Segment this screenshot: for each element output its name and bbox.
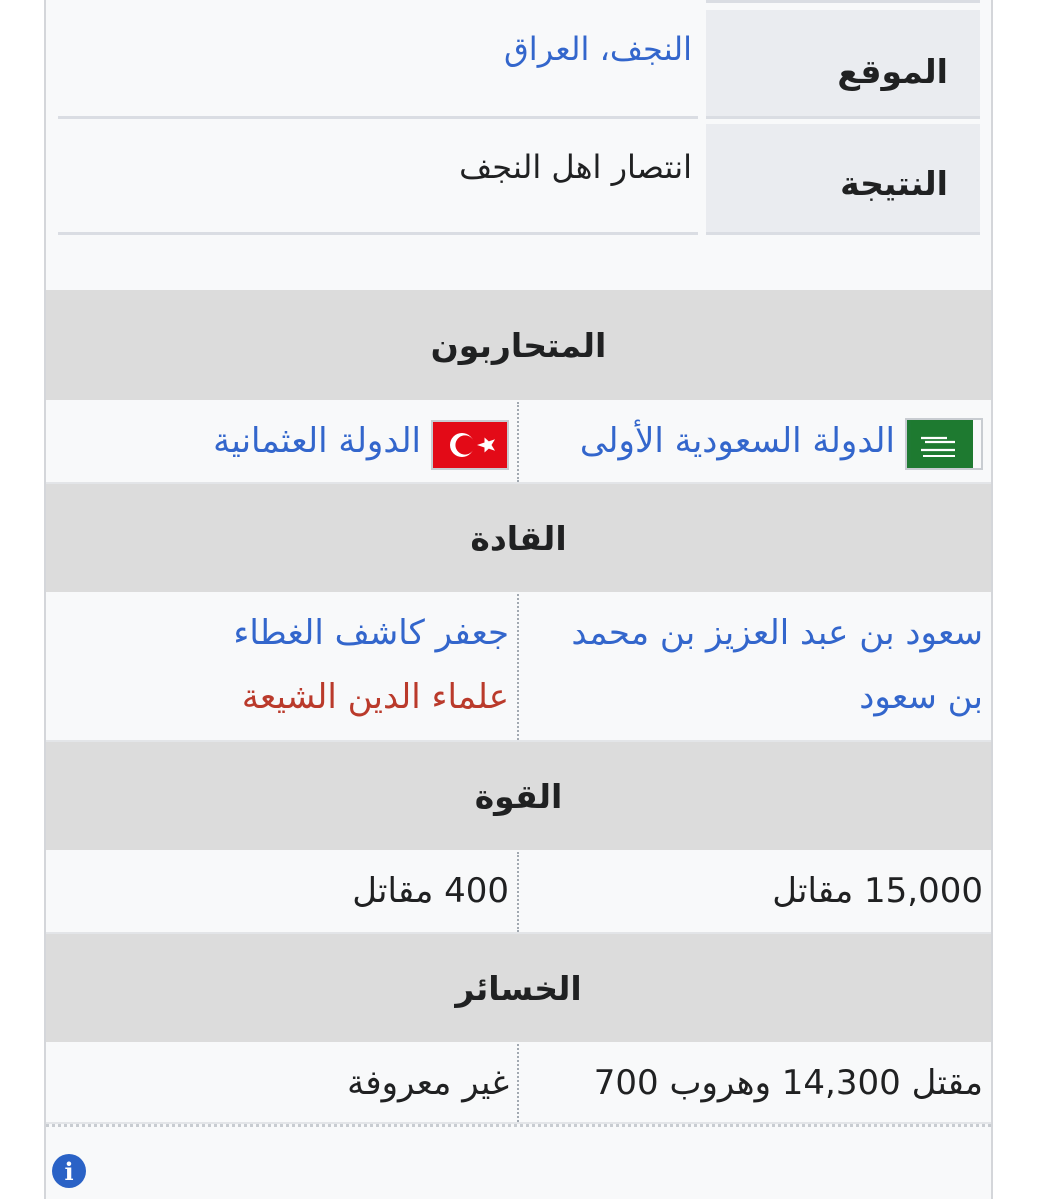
commander-side1-line1[interactable]: سعود بن عبد العزيز بن محمد — [571, 613, 983, 653]
info-icon[interactable]: i — [52, 1154, 86, 1188]
belligerent-side2-link[interactable]: الدولة العثمانية — [213, 421, 421, 461]
divider — [706, 0, 980, 3]
casualties-side2-value: غير معروفة — [347, 1063, 509, 1103]
divider — [58, 232, 698, 235]
divider — [706, 116, 980, 119]
casualties-side1-value: مقتل 14,300 وهروب 700 — [593, 1063, 983, 1103]
commander-side2-link[interactable]: جعفر كاشف الغطاء — [233, 613, 509, 653]
belligerent-side1-link[interactable]: الدولة السعودية الأولى — [579, 421, 895, 461]
belligerents-title: المتحاربون — [430, 325, 607, 365]
casualties-side1 — [519, 1044, 991, 1122]
casualties-header — [46, 934, 991, 1042]
commander-side2-redlink[interactable]: علماء الدين الشيعة — [241, 677, 509, 717]
belligerents-row — [46, 402, 991, 484]
strength-title: القوة — [474, 776, 563, 816]
strength-row — [46, 852, 991, 934]
strength-side2 — [46, 852, 519, 932]
strength-side1-value: 15,000 مقاتل — [772, 871, 983, 911]
footer-divider — [46, 1124, 991, 1127]
result-value: انتصار اهل النجف — [459, 148, 692, 186]
casualties-title: الخسائر — [455, 968, 582, 1008]
casualties-row — [46, 1044, 991, 1124]
turkey-flag-icon[interactable] — [431, 420, 509, 470]
strength-side2-value: 400 مقاتل — [352, 871, 509, 911]
commanders-row — [46, 594, 991, 742]
location-link[interactable]: النجف، العراق — [503, 30, 692, 68]
location-label: الموقع — [837, 52, 948, 91]
strength-header — [46, 742, 991, 850]
result-label-cell — [706, 124, 980, 232]
saudi-flag-icon[interactable] — [905, 418, 983, 470]
belligerent-side2 — [46, 402, 519, 482]
location-value-cell — [58, 0, 698, 116]
commander-side1-line2[interactable]: بن سعود — [859, 677, 983, 717]
strength-side1 — [519, 852, 991, 932]
commanders-title: القادة — [470, 518, 567, 558]
result-label: النتيجة — [840, 164, 948, 203]
commanders-side2 — [46, 594, 519, 740]
result-value-cell — [58, 120, 698, 232]
divider — [58, 116, 698, 119]
commanders-header — [46, 484, 991, 592]
casualties-side2 — [46, 1044, 519, 1122]
location-label-cell — [706, 10, 980, 116]
belligerents-header — [46, 290, 991, 400]
commanders-side1 — [519, 594, 991, 740]
belligerent-side1 — [519, 402, 991, 482]
divider — [706, 232, 980, 235]
